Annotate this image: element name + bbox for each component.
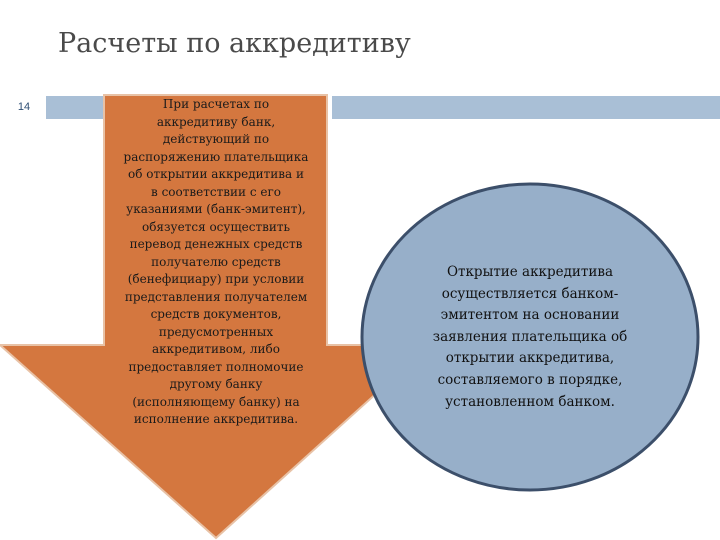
circle-text-line: установленном банком. [445,393,615,410]
circle-text-block [408,262,652,413]
circle-text-line: Открытие аккредитива [446,264,614,280]
circle-text-line: заявления плательщика об [432,328,628,345]
circle-text-line: составляемого в порядке, [437,371,623,388]
slide-title: Расчеты по аккредитиву [58,28,411,59]
arrow-text-line: получателю средств [151,254,281,269]
circle-text-line: открытии аккредитива, [445,350,615,367]
arrow-text-line: действующий по [162,132,270,146]
arrow-text-line: аккредитивом, либо [152,342,280,356]
circle-text-line: осуществляется банком- [441,285,619,302]
arrow-text-line: в соответствии с его [151,184,281,199]
arrow-text-line: другому банку [169,377,263,391]
arrow-text-line: (исполняющему банку) на [132,394,300,409]
arrow-text-line: предусмотренных [158,324,274,339]
arrow-text-line: об открытии аккредитива и [128,167,304,181]
arrow-text-line: При расчетах по [162,97,270,111]
slide-number: 14 [17,101,31,113]
arrow-text-line: (бенефициару) при условии [127,272,305,286]
arrow-text-line: перевод денежных средств [129,237,303,251]
arrow-text-block [106,96,326,429]
arrow-text-line: аккредитиву банк, [156,114,276,129]
arrow-text-line: обязуется осуществить [141,219,291,234]
circle-text-line: эмитентом на основании [440,307,620,324]
arrow-text-line: представления получателем [124,289,308,304]
arrow-text-line: указаниями (банк-эмитент), [126,202,306,216]
arrow-text-line: распоряжению плательщика [123,149,309,164]
arrow-text-line: исполнение аккредитива. [133,412,299,426]
arrow-text-line: предоставляет полномочие [128,359,304,374]
arrow-text-line: средств документов, [150,307,282,321]
